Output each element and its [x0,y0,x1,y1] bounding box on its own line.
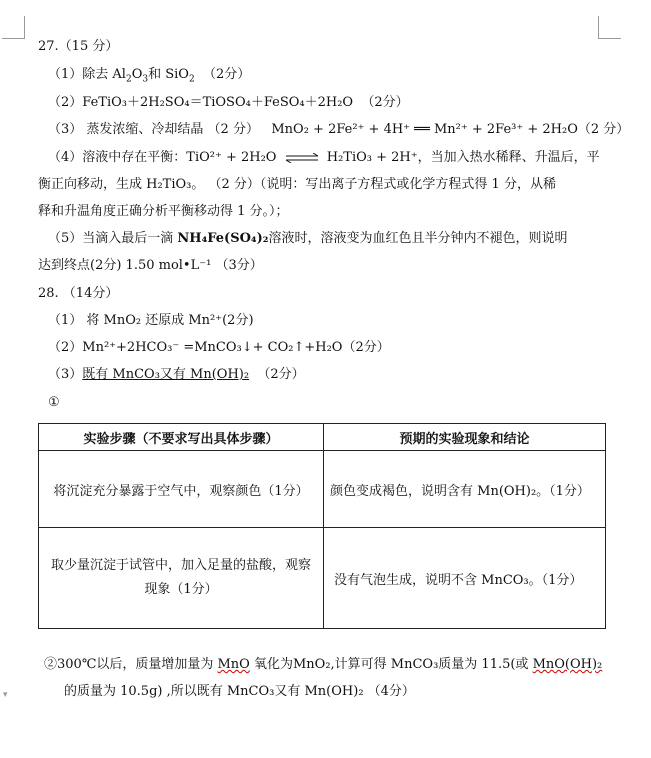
margin-mark: ▾ [3,690,8,700]
equilibrium-arrow-icon [285,153,319,163]
table-cell: 颜色变成褐色，说明含有 Mn(OH)₂。（1分） [324,451,606,528]
page-corner-mark [2,16,25,39]
table-row [39,528,606,629]
q28-part3: （3）既有 MnCO₃又有 Mn(OH)₂ （2分） [48,367,305,382]
q27-part5-line2: 达到终点(2分) 1.50 mol•L⁻¹ （3分） [38,258,263,273]
q27-part4-line2: 衡正向移动，生成 H₂TiO₃。 （2 分）（说明：写出离子方程式或化学方程式得 1 分，从稀 [38,177,556,192]
q27-part3: （3） 蒸发浓缩、冷却结晶 （2 分） MnO₂ + 2Fe²⁺ + 4H⁺ ══ Mn²⁺ + 2Fe³⁺ + 2H₂O（2 分） [48,122,630,137]
q28-circle-one: ① [48,395,60,410]
q27-header: 27.（15 分） [38,39,119,54]
table-row [39,451,606,528]
table-header-cell: 实验步骤（不要求写出具体步骤） [39,424,324,451]
table-header-cell: 预期的实验现象和结论 [324,424,606,451]
q28-part2: （2）Mn²⁺+2HCO₃⁻ =MnCO₃↓+ CO₂↑+H₂O（2分） [48,340,390,355]
table-cell: 取少量沉淀于试管中，加入足量的盐酸，观察现象（1分） [39,528,324,629]
experiment-table [38,423,606,629]
table-header-row [39,424,606,451]
q28-part1: （1） 将 MnO₂ 还原成 Mn²⁺(2分) [48,313,254,328]
page-corner-mark [598,16,621,39]
q28-part4-line1: ②300℃以后，质量增加量为 MnO 氧化为MnO₂,计算可得 MnCO₃质量为 11.5(或 MnO(OH)₂ [44,657,603,672]
q27-part2: （2）FeTiO₃＋2H₂SO₄＝TiOSO₄＋FeSO₄＋2H₂O （2分） [48,95,409,110]
q27-part4-line1: （4）溶液中存在平衡：TiO²⁺ + 2H₂O H₂TiO₃ + 2H⁺，当加入热水稀释、升温后，平 [48,150,600,165]
table-cell: 将沉淀充分暴露于空气中，观察颜色（1分） [39,451,324,528]
q27-part4-line3: 释和升温角度正确分析平衡移动得 1 分。）； [38,204,289,219]
q27-part5-line1: （5）当滴入最后一滴 NH₄Fe(SO₄)₂溶液时，溶液变为血红色且半分钟内不褪色，则说明 [48,231,568,246]
table-cell: 没有气泡生成，说明不含 MnCO₃。（1分） [324,528,606,629]
q28-part4-line2: 的质量为 10.5g) ,所以既有 MnCO₃又有 Mn(OH)₂ （4分） [64,684,415,699]
q27-part1: （1）除去 $Al_2O_3$和 SiO$_2$ （2分） [48,67,251,85]
q28-header: 28. （14分） [38,286,119,301]
